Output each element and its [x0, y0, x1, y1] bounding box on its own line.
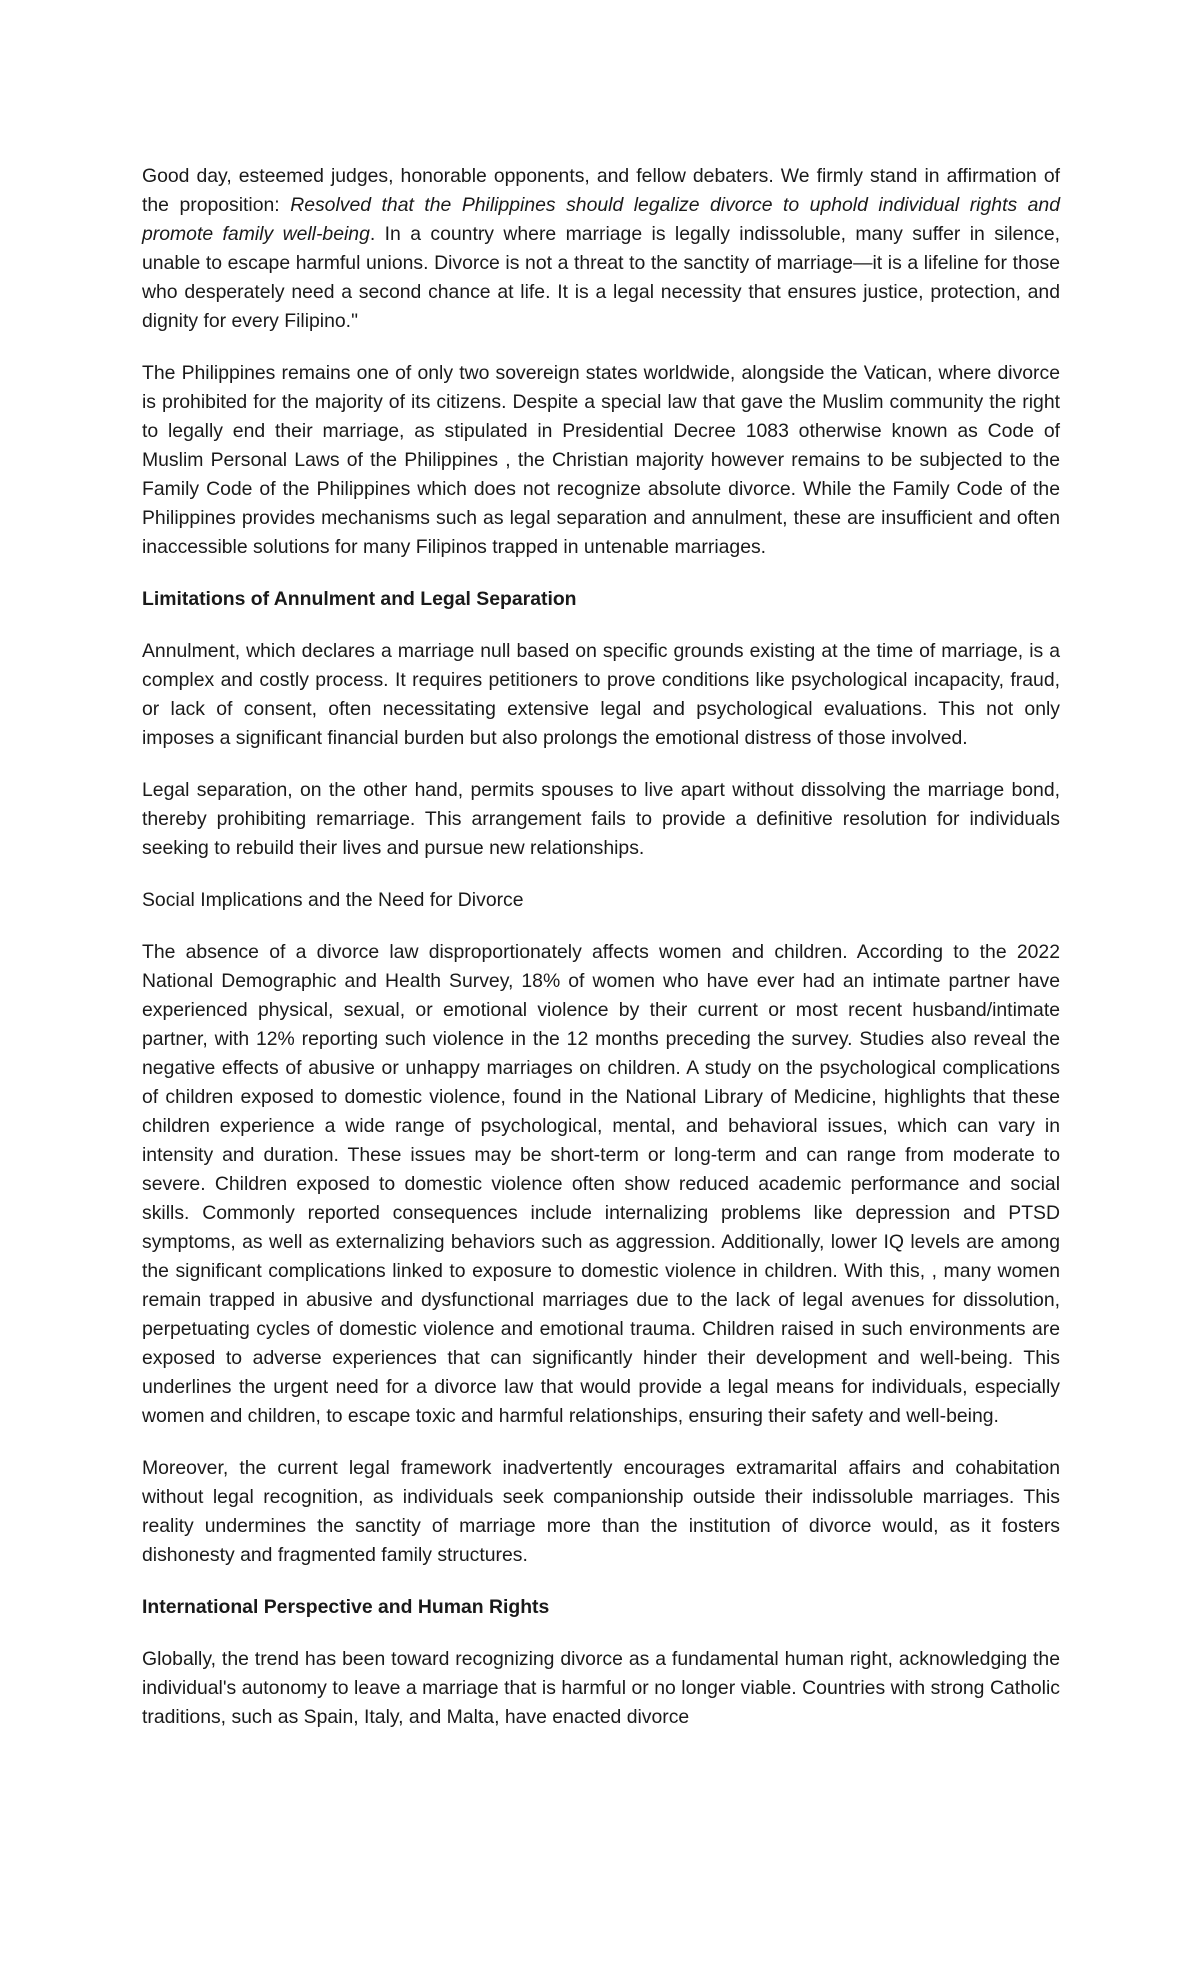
social-implications-paragraph: The absence of a divorce law disproportionately affects women and children. According to the 2022 National Demographic and Health Survey, 18% of women who have ever had an intimate partner have experienced physical, sexual, or emotional violence by their current or most recent husband/intimate partner, with 12% reporting such violence in the 12 months preceding the survey. Studies also reveal the negative effects of abusive or unhappy marriages on children. A study on the psychological complications of children exposed to domestic violence, found in the National Library of Medicine, highlights that these children experience a wide range of psychological, mental, and behavioral issues, which can vary in intensity and duration. These issues may be short-term or long-term and can range from moderate to severe. Children exposed to domestic violence often show reduced academic performance and social skills. Commonly reported consequences include internalizing problems like depression and PTSD symptoms, as well as externalizing behaviors such as aggression. Additionally, lower IQ levels are among the significant complications linked to exposure to domestic violence in children. With this, , many women remain trapped in abusive and dysfunctional marriages due to the lack of legal avenues for dissolution, perpetuating cycles of domestic violence and emotional trauma. Children raised in such environments are exposed to adverse experiences that can significantly hinder their development and well-being. This underlines the urgent need for a divorce law that would provide a legal means for individuals, especially women and children, to escape toxic and harmful relationships, ensuring their safety and well-being.: [142, 941, 1060, 1427]
legal-separation-paragraph: Legal separation, on the other hand, permits spouses to live apart without dissolving the marriage bond, thereby prohibiting remarriage. This arrangement fails to provide a definitive resolution for individuals seeking to rebuild their lives and pursue new relationships.: [142, 779, 1060, 859]
resolution-text: Resolved that the Philippines should legalize divorce to uphold individual rights and promote family well-being: [142, 194, 1060, 245]
annulment-paragraph: Annulment, which declares a marriage null based on specific grounds existing at the time of marriage, is a complex and costly process. It requires petitioners to prove conditions like psychological incapacity, fraud, or lack of consent, often necessitating extensive legal and psychological evaluations. This not only imposes a significant financial burden but also prolongs the emotional distress of those involved.: [142, 640, 1060, 749]
section-heading-social: Social Implications and the Need for Divorce: [142, 889, 524, 911]
document-page: [142, 162, 1060, 1732]
section-heading-international: International Perspective and Human Rights: [142, 1596, 550, 1618]
intro-paragraph: [142, 162, 1060, 336]
moreover-paragraph: Moreover, the current legal framework inadvertently encourages extramarital affairs and cohabitation without legal recognition, as individuals seek companionship outside their indissoluble marriages. This reality undermines the sanctity of marriage more than the institution of divorce would, as it fosters dishonesty and fragmented family structures.: [142, 1457, 1060, 1566]
context-paragraph: The Philippines remains one of only two sovereign states worldwide, alongside the Vatican, where divorce is prohibited for the majority of its citizens. Despite a special law that gave the Muslim community the right to legally end their marriage, as stipulated in Presidential Decree 1083 otherwise known as Code of Muslim Personal Laws of the Philippines , the Christian majority however remains to be subjected to the Family Code of the Philippines which does not recognize absolute divorce. While the Family Code of the Philippines provides mechanisms such as legal separation and annulment, these are insufficient and often inaccessible solutions for many Filipinos trapped in untenable marriages.: [142, 362, 1060, 558]
intro-text-before: Good day, esteemed judges, honorable opponents, and fellow debaters. We firmly stand in affirmation of the proposition:: [142, 165, 1060, 216]
intro-text-after: . In a country where marriage is legally indissoluble, many suffer in silence, unable to escape harmful unions. Divorce is not a threat to the sanctity of marriage—it is a lifeline for those who desperately need a second chance at life. It is a legal necessity that ensures justice, protection, and dignity for every Filipino.": [142, 223, 1060, 332]
global-trend-paragraph: Globally, the trend has been toward recognizing divorce as a fundamental human right, acknowledging the individual's autonomy to leave a marriage that is harmful or no longer viable. Countries with strong Catholic traditions, such as Spain, Italy, and Malta, have enacted divorce: [142, 1648, 1060, 1728]
section-heading-limitations: Limitations of Annulment and Legal Separation: [142, 588, 577, 610]
